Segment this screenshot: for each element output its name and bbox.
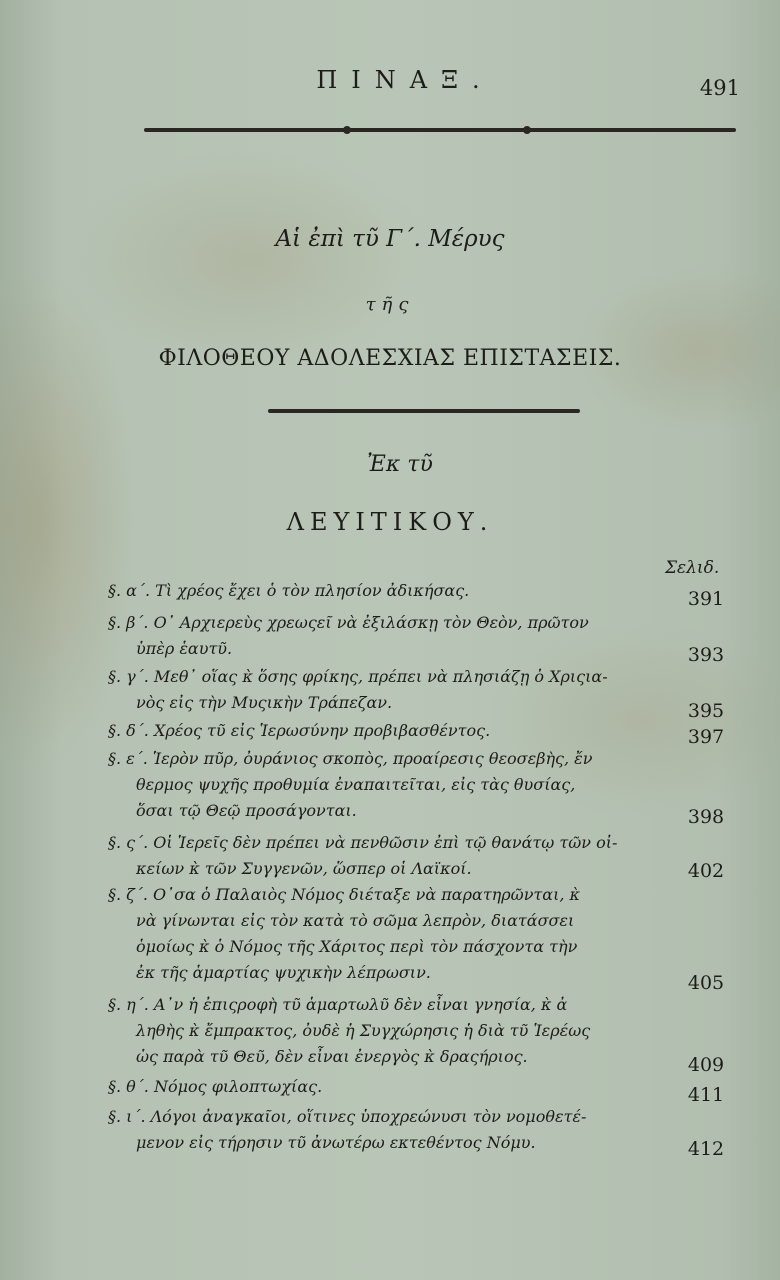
- running-head-title: ΠΙΝΑΞ.: [316, 66, 494, 94]
- entry-line: §. α΄. Τὶ χρέος ἔχει ὁ τὸν πλησίον ἀδικήσας.: [108, 581, 470, 600]
- toc-entry: [108, 882, 668, 986]
- entry-line: ἐκ τῆς ἁμαρτίας ψυχικὴν λέπρωσιν.: [136, 963, 431, 982]
- entry-line: ὑπὲρ ἑαυτῦ.: [136, 639, 233, 658]
- heading-line-1: Αἱ ἐπὶ τῦ Γ΄. Μέρυς: [275, 226, 505, 252]
- entry-line: ὅσαι τῷ Θεῷ προσάγονται.: [136, 801, 357, 820]
- entry-line: §. θ΄. Νόμος φιλοπτωχίας.: [108, 1077, 323, 1096]
- entry-line: §. δ΄. Χρέος τῦ εἰς Ἱερωσύνην προβιβασθέντος.: [108, 721, 491, 740]
- heading-line-4: Ἐκ τῦ: [367, 452, 433, 477]
- entry-line: §. β΄. Ο᾿ Αρχιερεὺς χρεωςεῖ νὰ ἐξιλάσκῃ τὸν Θεὸν, πρῶτον: [108, 613, 589, 632]
- page-number: 491: [699, 76, 740, 100]
- rule-ornament-dot: [343, 126, 351, 134]
- toc-entry: [108, 578, 668, 604]
- entry-line: §. γ΄. Μεθ᾿ οἵας κ̀ ὅσης φρίκης, πρέπει νὰ πλησιάζῃ ὁ Χριςια-: [108, 667, 608, 686]
- rule-ornament-dot: [523, 126, 531, 134]
- toc-entry: [108, 992, 668, 1070]
- entry-line: νὰ γίνωνται εἰς τὸν κατὰ τὸ σῶμα λεπρὸν, διατάσσει: [136, 911, 575, 930]
- entry-page-number: 412: [687, 1138, 725, 1160]
- entry-line: θερμος ψυχῆς προθυμία ἐναπαιτεῖται, εἰς τὰς θυσίας,: [136, 775, 576, 794]
- heading-line-3: ΦΙΛΟΘΕΟΥ ΑΔΟΛΕΣΧΙΑΣ ΕΠΙΣΤΑΣΕΙΣ.: [158, 346, 622, 371]
- entry-page-number: 411: [687, 1084, 725, 1106]
- book-title: ΛΕΥΙΤΙΚΟΥ.: [286, 508, 494, 536]
- entry-page-number: 395: [687, 700, 725, 722]
- entry-line: ληθὴς κ̀ ἔμπρακτος, ὀυδὲ ἡ Συγχώρησις ἡ διὰ τῦ Ἱερέως: [136, 1021, 591, 1040]
- entry-line: νὸς εἰς τὴν Μυςικὴν Τράπεζαν.: [136, 693, 393, 712]
- heading-line-2: τῆς: [365, 294, 415, 315]
- entry-line: ὁμοίως κ̀ ὁ Νόμος τῆς Χάριτος περὶ τὸν πάσχοντα τὴν: [136, 937, 578, 956]
- entry-line: §. ε΄. Ἱερὸν πῦρ, ὀυράνιος σκοπὸς, προαίρεσις θεοσεβὴς, ἔν: [108, 749, 593, 768]
- entry-line: μενον εἰς τήρησιν τῦ ἀνωτέρω εκτεθέντος Νόμυ.: [136, 1133, 536, 1152]
- toc-entry: [108, 1074, 668, 1100]
- entry-line: κείων κ̀ τῶν Συγγενῶν, ὥσπερ οἱ Λαϊκοί.: [136, 859, 472, 878]
- entry-page-number: 391: [687, 588, 725, 610]
- entry-line: §. η΄. Α᾿ν ἡ ἐπιςροφὴ τῦ ἁμαρτωλῦ δὲν εἶναι γνησία, κ̀ ἀ: [108, 995, 568, 1014]
- toc-entry: [108, 830, 668, 882]
- entry-page-number: 398: [687, 806, 725, 828]
- entry-line: §. ι΄. Λόγοι ἀναγκαῖοι, οἵτινες ὑποχρεώνυσι τὸν νομοθετέ-: [108, 1107, 587, 1126]
- toc-entry: [108, 746, 668, 824]
- entry-page-number: 397: [687, 726, 725, 748]
- page-column-label: Σελιδ.: [665, 558, 720, 578]
- entry-page-number: 393: [687, 644, 725, 666]
- header-rule: [144, 128, 736, 132]
- entry-line: ὡς παρὰ τῦ Θεῦ, δὲν εἶναι ἐνεργὸς κ̀ δραςήριος.: [136, 1047, 528, 1066]
- entry-page-number: 402: [687, 860, 725, 882]
- entry-page-number: 405: [687, 972, 725, 994]
- toc-entry: [108, 1104, 668, 1156]
- entry-page-number: 409: [687, 1054, 725, 1076]
- toc-entry: [108, 664, 668, 716]
- entry-line: §. ς΄. Οἱ Ἱερεῖς δὲν πρέπει νὰ πενθῶσιν ἐπὶ τῷ θανάτῳ τῶν οἰ-: [108, 833, 618, 852]
- entry-line: §. ζ΄. Ο᾿σα ὁ Παλαιὸς Νόμος διέταξε νὰ παρατηρῶνται, κ̀: [108, 885, 581, 904]
- toc-entry: [108, 610, 668, 662]
- section-rule: [268, 409, 580, 413]
- toc-entry: [108, 718, 668, 744]
